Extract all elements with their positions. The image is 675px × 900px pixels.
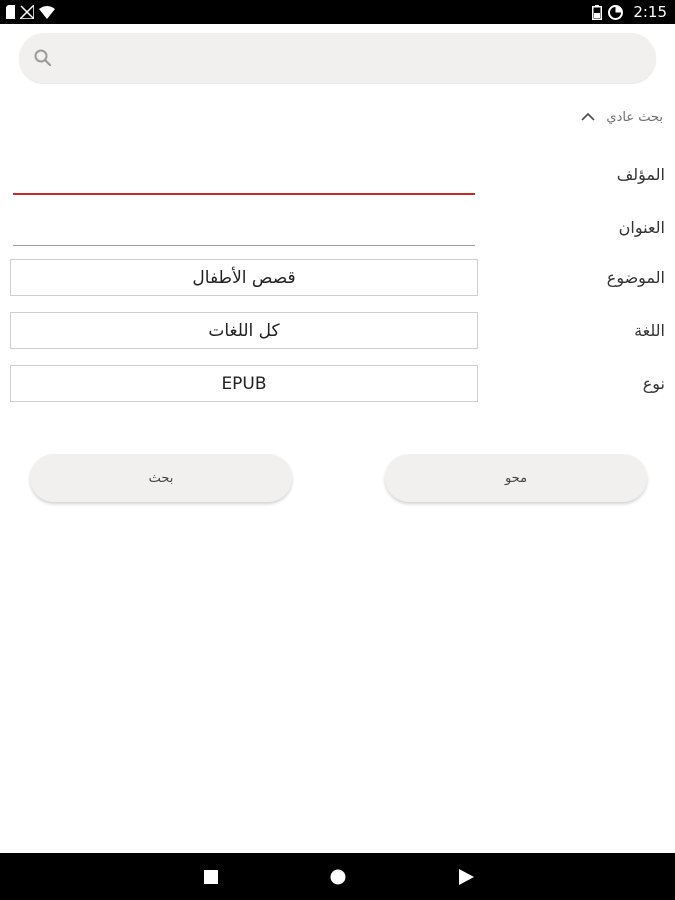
data-saver-icon: [608, 5, 623, 20]
search-mode-label: بحث عادي: [606, 109, 663, 125]
type-select[interactable]: [10, 365, 478, 402]
navigation-bar: [0, 853, 675, 900]
status-left-icons: [6, 4, 55, 20]
type-value: EPUB: [221, 373, 267, 394]
subject-select[interactable]: [10, 259, 478, 296]
home-icon[interactable]: [328, 867, 348, 887]
clear-button[interactable]: محو: [385, 454, 647, 502]
search-input[interactable]: [63, 41, 642, 77]
signal-off-icon: [20, 5, 34, 19]
search-bar[interactable]: [19, 33, 656, 83]
subject-label: الموضوع: [606, 268, 665, 287]
recents-icon[interactable]: [201, 867, 221, 887]
battery-icon: [592, 5, 602, 20]
wifi-icon: [39, 6, 55, 19]
search-mode-toggle[interactable]: [580, 106, 663, 128]
status-right-icons: [592, 2, 667, 22]
back-icon[interactable]: [456, 867, 476, 887]
subject-value: قصص الأطفال: [192, 267, 296, 288]
status-time: 2:15: [633, 3, 667, 21]
type-label: نوع: [642, 374, 665, 393]
author-field[interactable]: [13, 163, 475, 195]
search-icon: [33, 48, 53, 68]
sim-icon: [6, 5, 15, 19]
title-field[interactable]: [13, 214, 475, 246]
status-bar: [0, 0, 675, 24]
search-button[interactable]: بحث: [30, 454, 292, 502]
chevron-up-icon: [580, 111, 596, 123]
language-label: اللغة: [634, 321, 665, 340]
title-label: العنوان: [618, 218, 665, 237]
language-select[interactable]: [10, 312, 478, 349]
author-label: المؤلف: [616, 165, 665, 184]
language-value: كل اللغات: [208, 320, 280, 341]
